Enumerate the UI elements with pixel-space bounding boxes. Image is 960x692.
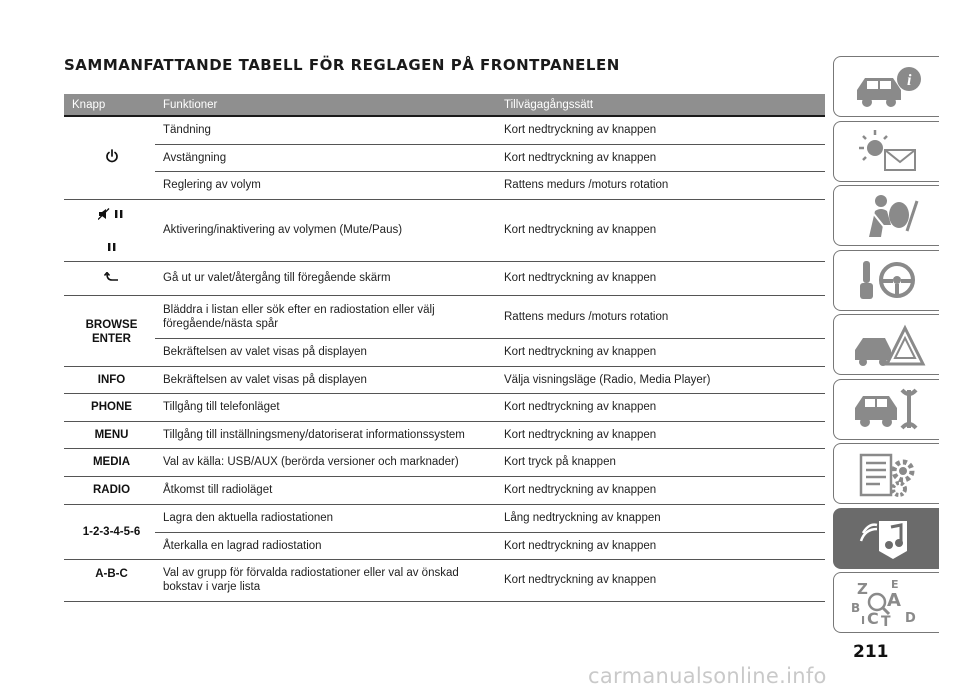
table-row [64,476,825,504]
knapp-power [64,116,155,199]
page-number: 211 [853,642,889,662]
table-row [64,261,825,295]
index-letter: E [890,577,899,591]
watermark: carmanualsonline.info [588,664,827,688]
chapter-tab-maintenance[interactable] [833,379,939,440]
chapter-tab-specifications[interactable] [833,443,939,504]
satt-cell: Rattens medurs /moturs rotation [496,295,825,338]
chapter-tab-warnings[interactable] [833,121,939,182]
power-icon [105,149,119,164]
table-row [64,338,825,366]
funktion-cell: Bekräftelsen av valet visas på displayen [155,338,496,366]
satt-cell: Kort nedtryckning av knappen [496,338,825,366]
index-letter: T [880,613,891,628]
car-info-icon [847,62,927,112]
table-row [64,171,825,199]
alphabetical-index-icon [847,578,927,628]
funktion-cell: Val av källa: USB/AUX (berörda versioner och marknader) [155,448,496,476]
satt-cell: Kort nedtryckning av knappen [496,421,825,448]
index-letter: C [866,608,879,628]
knapp-back [64,261,155,295]
car-wrench-icon [847,384,927,434]
svg-text:i: i [906,71,911,89]
header-funktioner: Funktioner [155,94,496,116]
satt-cell: Välja visningsläge (Radio, Media Player) [496,366,825,393]
mute-pause-icon [98,208,126,220]
chapter-tab-starting[interactable] [833,250,939,311]
satt-cell: Kort nedtryckning av knappen [496,559,825,601]
funktion-cell: Avstängning [155,144,496,171]
table-row [64,448,825,476]
satt-cell: Lång nedtryckning av knappen [496,504,825,532]
index-letter: Z [856,579,868,598]
funktion-cell: Tändning [155,116,496,144]
table-row [64,295,825,338]
table-row [64,532,825,559]
knapp-presets: 1-2-3-4-5-6 [64,504,155,559]
multimedia-music-icon [847,513,927,563]
funktion-cell: Val av grupp för förvalda radiostationer eller val av önskad bokstav i varje lista [155,559,496,601]
page-title: SAMMANFATTANDE TABELL FÖR REGLAGEN PÅ FRONTPANELEN [64,56,620,74]
key-steering-wheel-icon [847,255,927,305]
knapp-info: INFO [64,366,155,393]
table-row [64,393,825,421]
satt-cell: Kort nedtryckning av knappen [496,261,825,295]
back-arrow-icon [104,272,120,282]
table-row [64,421,825,448]
table-row [64,504,825,532]
satt-cell: Kort nedtryckning av knappen [496,199,825,261]
specifications-gear-icon [847,449,927,499]
knapp-mute [64,199,155,261]
warning-lights-message-icon [847,126,927,176]
table-row [64,199,825,261]
funktion-cell: Aktivering/inaktivering av volymen (Mute/Paus) [155,199,496,261]
chapter-tab-car-info[interactable] [833,56,939,117]
index-letter: B [850,600,860,615]
funktion-cell: Bekräftelsen av valet visas på displayen [155,366,496,393]
funktion-cell: Bläddra i listan eller sök efter en radiostation eller välj föregående/nästa spår [155,295,496,338]
knapp-menu: MENU [64,421,155,448]
funktion-cell: Tillgång till telefonläget [155,393,496,421]
funktion-cell: Lagra den aktuella radiostationen [155,504,496,532]
satt-cell: Kort nedtryckning av knappen [496,393,825,421]
funktion-cell: Gå ut ur valet/återgång till föregående skärm [155,261,496,295]
satt-cell: Kort nedtryckning av knappen [496,116,825,144]
funktion-cell: Reglering av volym [155,171,496,199]
knapp-radio: RADIO [64,476,155,504]
knapp-abc: A-B-C [64,559,155,601]
table-row [64,366,825,393]
controls-table [64,94,825,602]
satt-cell: Rattens medurs /moturs rotation [496,171,825,199]
knapp-browse-enter: BROWSE ENTER [64,295,155,366]
satt-cell: Kort nedtryckning av knappen [496,532,825,559]
table-header-row [64,94,825,116]
index-letter: A [886,589,901,611]
table-row [64,144,825,171]
index-letter: D [904,610,916,626]
airbag-seatbelt-icon [847,191,927,241]
pause-icon [107,242,117,252]
knapp-phone: PHONE [64,393,155,421]
satt-cell: Kort nedtryckning av knappen [496,476,825,504]
car-warning-triangle-icon [847,320,927,370]
satt-cell: Kort tryck på knappen [496,448,825,476]
satt-cell: Kort nedtryckning av knappen [496,144,825,171]
table-row [64,116,825,144]
funktion-cell: Åtkomst till radioläget [155,476,496,504]
chapter-tab-multimedia[interactable] [833,508,939,569]
header-tillvagagangssatt: Tillvägagångssätt [496,94,825,116]
header-knapp: Knapp [64,94,155,116]
chapter-sidebar [833,56,939,637]
funktion-cell: Återkalla en lagrad radiostation [155,532,496,559]
funktion-cell: Tillgång till inställningsmeny/datoriserat informationssystem [155,421,496,448]
chapter-tab-index[interactable] [833,572,939,633]
table-row [64,559,825,601]
chapter-tab-emergency[interactable] [833,314,939,375]
index-letter: I [860,613,865,627]
knapp-media: MEDIA [64,448,155,476]
chapter-tab-safety[interactable] [833,185,939,246]
